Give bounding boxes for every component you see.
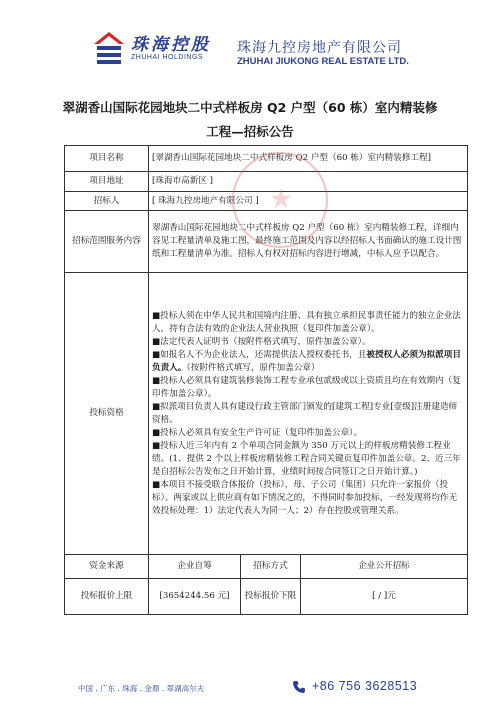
table-row xyxy=(65,555,468,579)
company-name-en: ZHUHAI JIUKONG REAL ESTATE LTD. xyxy=(237,56,409,67)
project-address-value: [珠海市高新区 ] xyxy=(149,172,468,192)
table-row xyxy=(65,192,468,211)
scope-label: 招标范围服务内容 xyxy=(65,211,149,273)
list-item: ■投标人必须具有安全生产许可证（复印件加盖公章）。 xyxy=(152,427,363,438)
project-name-label: 项目名称 xyxy=(65,146,149,172)
table-row xyxy=(65,146,468,172)
logo-english-name: ZHUHAI HOLDINGS xyxy=(131,54,204,61)
bid-floor-label: 投标报价下限 xyxy=(241,579,301,615)
list-item: ■本项目不接受联合体报价（投标），母、子公司（集团）只允许一家报价（投标）。两家或以上供应商有如下情况之的，不得同时参加投标，一经发现将均作无效投标处理：1）法定代表人为同一人；2）存在控股或管理关系。 xyxy=(152,479,458,516)
tenderer-label: 招标人 xyxy=(65,192,149,211)
project-name-value: [翠湖香山国际花园地块二中式样板房 Q2 户型（60 栋）室内精装修工程] xyxy=(149,146,468,172)
price-cap-label: 投标报价上限 xyxy=(65,579,149,615)
method-label: 招标方式 xyxy=(241,555,301,579)
table-row xyxy=(65,579,468,615)
qualification-label: 投标资格 xyxy=(65,273,149,555)
list-item: ■如报名人不为企业法人，还需提供法人授权委托书，且被授权人必须为拟派项目负责人。（按附件格式填写，原件加盖公章） xyxy=(152,349,461,373)
qualification-list xyxy=(149,273,468,555)
table-row xyxy=(65,211,468,273)
list-item: ■拟派项目负责人具有建设行政主管部门颁发的[建筑工程]专业[壹级]注册建造师资格。 xyxy=(152,401,458,425)
scope-value: 翠湖香山国际花园地块二中式样板房 Q2 户型（60 栋）室内精装修工程，详细内容见工程量清单及施工图，最终施工范围及内容以经招标人书面确认的施工设计图纸和工程量清单为准。招标人有权对招标内容进行增减，中标人应予以配合。 xyxy=(149,211,468,273)
list-item: ■法定代表人证明书（按附件格式填写，原件加盖公章）。 xyxy=(152,336,371,347)
list-item: ■投标人须在中华人民共和国境内注册、具有独立承担民事责任能力的独立企业法人，持有合法有效的企业法人营业执照（复印件加盖公章）。 xyxy=(152,310,461,334)
list-item: ■投标人近三年内有 2 个单项合同金额为 350 万元以上的样板房精装修工程业绩。(1、提供 2 个以上样板房精装修工程合同关键页复印件加盖公章。2、近三年是自招标公告发布之日开始计算，业绩时间按合同签订之日开始计算。) xyxy=(152,440,461,477)
letterhead xyxy=(0,0,496,78)
company-logo-icon xyxy=(92,30,126,66)
tender-info-table xyxy=(64,145,468,615)
price-cap-value: [3654244.56 元] xyxy=(149,579,241,615)
funding-value: 企业自筹 xyxy=(149,555,241,579)
announcement-title: 翠湖香山国际花园地块二中式样板房 Q2 户型（60 栋）室内精装修 xyxy=(62,100,438,115)
list-item: ■投标人必须具有建筑装修装饰工程专业承包贰级或以上资质且均在有效期内（复印件加盖公章）。 xyxy=(152,375,461,399)
company-name-cn: 珠海九控房地产有限公司 xyxy=(237,40,402,56)
bid-floor-value: [ / ]元 xyxy=(301,579,468,615)
logo-chinese-name: 珠海控股 xyxy=(131,35,211,55)
announcement-title-line2: 工程—招标公告 xyxy=(206,124,294,139)
footer-phone-number: +86 756 3628513 xyxy=(312,679,418,693)
table-row xyxy=(65,273,468,555)
phone-icon xyxy=(292,680,306,694)
method-value: 企业公开招标 xyxy=(301,555,468,579)
tenderer-value: [ 珠海九控房地产有限公司 ] xyxy=(149,192,468,211)
project-address-label: 项目地址 xyxy=(65,172,149,192)
funding-label: 资金来源 xyxy=(65,555,149,579)
table-row xyxy=(65,172,468,192)
footer-locations: 中国 . 广东 . 珠海 . 金鼎 . 翠湖高尔夫 xyxy=(78,684,205,693)
